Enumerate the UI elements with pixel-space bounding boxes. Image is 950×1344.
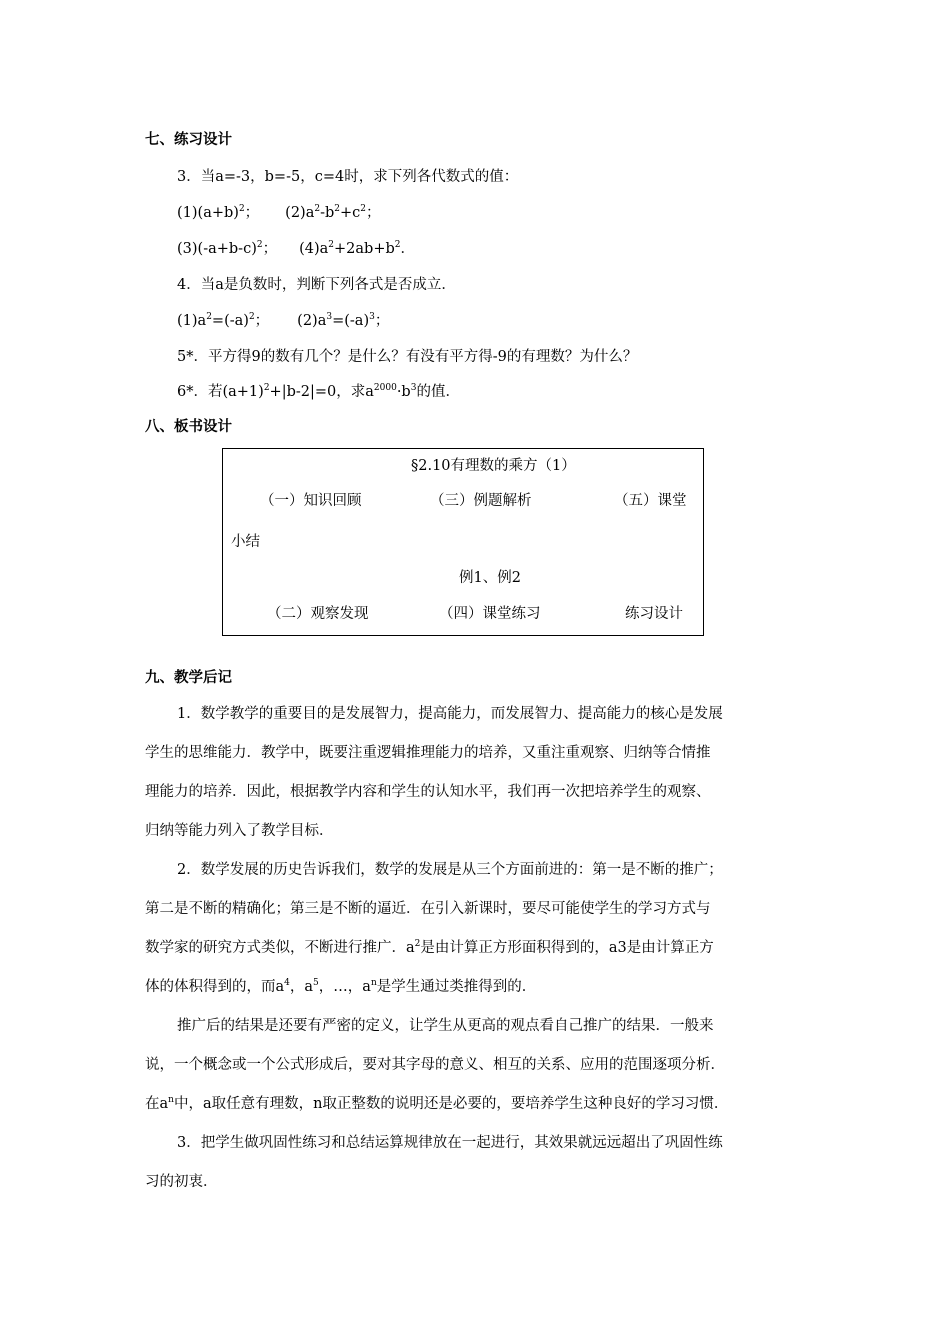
paragraph-3-line-1: 推广后的结果是还要有严密的定义，让学生从更高的观点看自己推广的结果．一般来 [177,1018,714,1034]
question-4-text: 4．当a是负数时，判断下列各式是否成立． [177,277,456,293]
paragraph-3-line-2: 说，一个概念或一个公式形成后，要对其字母的意义、相互的关系、应用的范围逐项分析． [145,1057,725,1073]
paragraph-2-line-4: 体的体积得到的，而$a^4$，$a^5$，…，$a^n$是学生通过类推得到的． [145,978,537,995]
question-6: 6*．若$(a+1)^2+|b-2|=0$，求$a^{2000}\cdot b^3$的值． [177,383,460,400]
board-item-practice: （四）课堂练习 [439,606,541,622]
board-item-observe: （二）观察发现 [267,606,369,622]
paragraph-4-line-2: 习的初衷． [145,1174,218,1190]
board-title: §2.10有理数的乘方（1） [411,458,576,474]
board-item-review: （一）知识回顾 [260,493,362,509]
section-heading-reflection: 九、教学后记 [145,670,232,686]
paragraph-1-line-3: 理能力的培养．因此，根据教学内容和学生的认知水平，我们再一次把培养学生的观察、 [145,784,711,800]
paragraph-1-line-2: 学生的思维能力．教学中，既要注重逻辑推理能力的培养，又重注重观察、归纳等合情推 [145,745,711,761]
board-examples-list: 例1、例2 [459,570,521,586]
paragraph-2-line-2: 第二是不断的精确化；第三是不断的逼近．在引入新课时，要尽可能使学生的学习方式与 [145,901,711,917]
paragraph-4-line-1: 3．把学生做巩固性练习和总结运算规律放在一起进行，其效果就远远超出了巩固性练 [177,1135,723,1151]
board-item-exercise: 练习设计 [625,606,683,622]
board-design-box [222,448,704,636]
question-3-text: 3．当a=-3，b=-5，c=4时，求下列各代数式的值： [177,169,519,185]
section-heading-board-design: 八、板书设计 [145,419,232,435]
section-heading-practice: 七、练习设计 [145,132,232,148]
board-item-examples: （三）例题解析 [430,493,532,509]
question-4-parts: $(1)a^2=(-a)^2$； $(2)a^3=(-a)^3$； [177,312,390,329]
board-item-summary-cont: 小结 [231,534,260,550]
paragraph-1-line-4: 归纳等能力列入了教学目标． [145,823,334,839]
board-item-summary: （五）课堂 [614,493,687,509]
question-3-parts-1-2: $(1)(a+b)^2$； $(2)a^2-b^2+c^2$； [177,204,381,221]
paragraph-2-line-1: 2．数学发展的历史告诉我们，数学的发展是从三个方面前进的：第一是不断的推广； [177,862,723,878]
question-3-parts-3-4: $(3)(-a+b-c)^2$； $(4)a^2+2ab+b^2$． [177,240,415,257]
paragraph-3-line-3: 在$a^n$中，a取任意有理数，n取正整数的说明还是必要的，要培养学生这种良好的学习习惯． [145,1095,729,1112]
question-5: 5*．平方得9的数有几个？是什么？有没有平方得-9的有理数？为什么？ [177,349,638,365]
paragraph-1-line-1: 1．数学教学的重要目的是发展智力，提高能力，而发展智力、提高能力的核心是发展 [177,706,723,722]
paragraph-2-line-3: 数学家的研究方式类似，不断进行推广．$a^2$是由计算正方形面积得到的，a3是由计算正方 [145,939,714,956]
